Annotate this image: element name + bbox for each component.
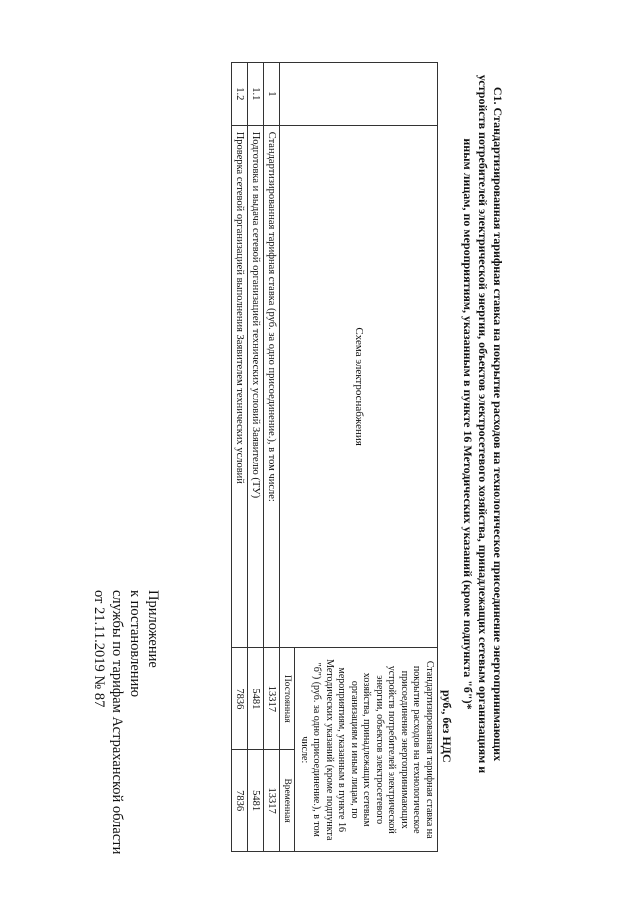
row-permanent-value: 7836	[232, 648, 248, 750]
table-row	[232, 63, 248, 852]
appendix-date: от 21.11.2019 № 87	[91, 590, 107, 708]
tariff-table	[232, 62, 439, 852]
table-header-row	[295, 63, 438, 852]
row-number: 1.1	[248, 63, 264, 126]
row-name: Стандартизированная тарифная ставка (руб. за одно присоединение.), в том числе:	[264, 125, 280, 648]
row-name: Подготовка и выдача сетевой организацией технических условий Заявителю (ТУ)	[248, 125, 264, 648]
row-name: Проверка сетевой организацией выполнения Заявителем технических условий	[232, 125, 248, 648]
row-permanent-value: 5481	[248, 648, 264, 750]
header-scheme: Схема электроснабжения	[280, 125, 438, 648]
row-temporary-value: 7836	[232, 750, 248, 852]
row-temporary-value: 5481	[248, 750, 264, 852]
unit-label: руб., без НДС	[440, 690, 454, 763]
row-number: 1.2	[232, 63, 248, 126]
header-rate: Стандартизированная тарифная ставка на покрытие расходов на технологическое присоединение энергопринимающих устройств потребителей электрической энергии, объектов электросетевого хозяйства, принадлежащих сетевым организациям и иным лицам, по мероприятиям, указанным в пункте 16 Методических указаний (кроме подпункта "б") (руб. за одно присоединение.), в том числе:	[295, 648, 438, 852]
table-row	[264, 63, 280, 852]
header-permanent: Постоянная	[280, 648, 295, 750]
appendix-line: к постановлению	[127, 590, 143, 698]
header-num-cell	[280, 63, 438, 126]
appendix-title: Приложение	[145, 590, 161, 668]
header-temporary: Временная	[280, 750, 295, 852]
row-number: 1	[264, 63, 280, 126]
appendix-block	[90, 590, 162, 854]
table-row	[248, 63, 264, 852]
document-heading: С1. Стандартизированная тарифная ставка на покрытие расходов на технологическое присоединение энергопринимающих устройств потребителей электрической энергии, объектов электросетевого хозяйства, принадлежащих сетевым организациям и иным лицам, по мероприятиям, указанным в пункте 16 Методических указаний (кроме подпункта "б")*	[461, 74, 505, 774]
row-permanent-value: 13317	[264, 648, 280, 750]
row-temporary-value: 13317	[264, 750, 280, 852]
appendix-line: службы по тарифам Астраханской области	[109, 590, 125, 855]
